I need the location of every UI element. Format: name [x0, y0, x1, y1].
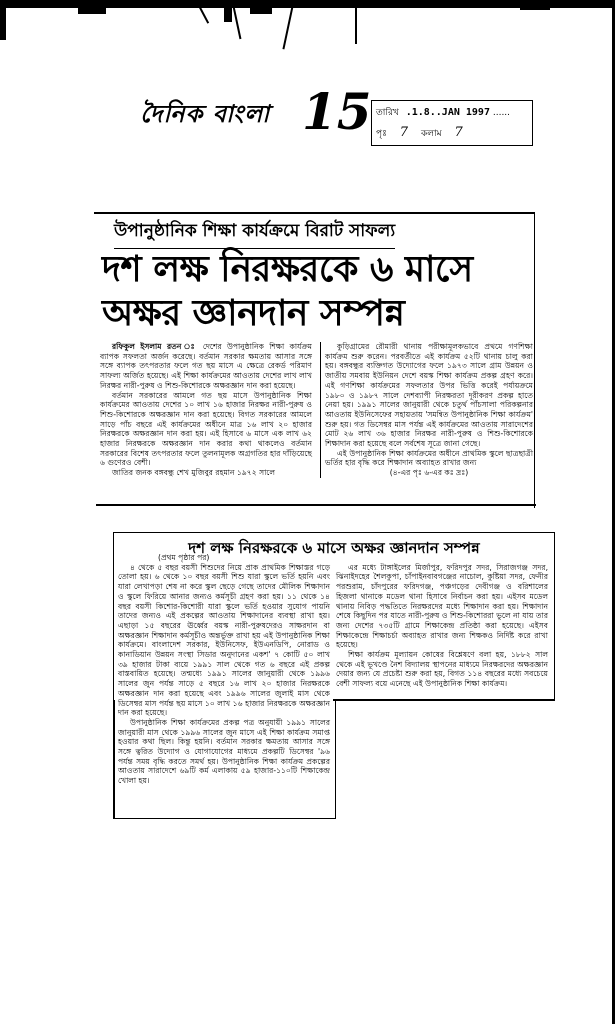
- stamp-page-label: পৃঃ: [376, 129, 387, 139]
- article1-bottom-rule: [96, 504, 536, 506]
- stamp-dots: ......: [492, 108, 511, 118]
- stamp-date-value: .1.8..JAN 1997: [405, 107, 490, 118]
- article-continuation: [113, 532, 555, 786]
- article1-column-1: [100, 342, 312, 478]
- article-kicker: উপানুষ্ঠানিক শিক্ষা কার্যক্রমে বিরাট সাফল্য: [114, 218, 395, 249]
- paragraph-text: দেশের উপানুষ্ঠানিক শিক্ষা কার্যক্রম ব্যাপক সফলতা অর্জন করেছে। বর্তমান সরকার ক্ষমতায় আসার সঙ্গে সঙ্গে ব্যাপক তৎপরতার ফলে গত ছয় মাসে এ ক্ষেত্রে রেকর্ড পরিমাণ সাফল্য অর্জিত হয়েছে। এই শিক্ষা কার্যক্রমের আওতায় দেশের লাখ লাখ নিরক্ষর নারী-পুরুষ ও শিশু-কিশোরকে অক্ষরজ্ঞান দান করা হয়েছে।: [100, 342, 313, 390]
- stamp-date-label: তারিখ: [376, 108, 399, 118]
- paragraph: বর্তমান সরকারের আমলে গত ছয় মাসে উপানুষ্ঠানিক শিক্ষা কার্যক্রমের আওতায় দেশের ১০ লাখ ১৬ হাজার নিরক্ষর নারী-পুরুষ ও শিশু-কিশোরকে অক্ষরজ্ঞান দান করা হয়েছে। বিগত সরকারের আমলে সাড়ে পাঁচ বছরে এই কার্যক্রমের অধীনে মাত্র ১৬ লাখ ২০ হাজার নিরক্ষরকে অক্ষরজ্ঞান দান করা হয়। এই হিসাবে ৬ মাসে এক লাখ ৬২ হাজার নিরক্ষরকে অক্ষরজ্ঞান দান করার কথা থাকলেও বর্তমান সরকারের বিশেষ তৎপরতার ফলে তুলনামূলক অগ্রগতির হার দাঁড়িয়েছে ৬ গুণেরও বেশী।: [100, 390, 312, 468]
- stamp-column-label: কলাম: [420, 129, 442, 139]
- paper-crack: [232, 4, 241, 40]
- handwritten-page-number: 15: [302, 82, 372, 141]
- stamp-column-value: 7: [454, 125, 463, 140]
- article1-column-2: [320, 342, 533, 478]
- paragraph: ৪ থেকে ৫ বছর বয়সী শিশুদের নিয়ে প্রাক প্রাথমিক শিক্ষাস্তর গড়ে তোলা হয়। ৬ থেকে ১০ বছর বয়সী শিশু যারা স্কুলে ভর্তি হয়নি এবং যারা লেখাপড়া শেষ না করে স্কুল ছেড়ে গেছে তাদের মৌলিক শিক্ষাদান ও স্কুলে ফিরিয়ে আনার জন্যও কর্মসূচী গ্রহণ করা হয়। ১১ থেকে ১৪ বছর বয়সী কিশোর-কিশোরী যারা স্কুলে ভর্তি হওয়ার সুযোগ পায়নি তাদের জন্যও এই প্রকল্পের আওতায় শিক্ষাদানের ব্যবস্থা রাখা হয়। এছাড়া ১৫ বছরের ঊর্ধ্বের বয়স্ক নারী-পুরুষদেরও সাক্ষরদান বা অক্ষরজ্ঞান শিক্ষাদান কর্মসূচীও অন্তর্ভুক্ত রাখা হয় এই উপানুষ্ঠানিক শিক্ষা কার্যক্রমে। বাংলাদেশ সরকার, ইউনিসেফ, ইউএনডিপি, নোরাড ও কানাডিয়ান উন্নয়ন সংস্থা সিডার অনুদানের একশ' ৭ কোটি ৫০ লাখ ৩৯ হাজার টাকা ব্যয়ে ১৯৯১ সাল থেকে গত ৬ বছরে এই প্রকল্প বাস্তবায়িত হয়েছে। তন্মধ্যে ১৯৯১ সালের জানুয়ারী থেকে ১৯৯৬ সালের জুন পর্যন্ত সাড়ে ৫ বছরে ১৬ লাখ ২০ হাজার নিরক্ষরকে অক্ষরজ্ঞান দান করা হয়েছে এবং ১৯৯৬ সালের জুলাই মাস থেকে ডিসেম্বর মাস পর্যন্ত ছয় মাসে ১০ লাখ ১৬ হাজার নিরক্ষরকে অক্ষরজ্ঞান দান করা হয়েছে।: [118, 562, 330, 718]
- continued-from-label: (প্রথম পৃষ্ঠার পর): [158, 553, 210, 562]
- scan-edge-tear: [520, 0, 550, 10]
- byline: রফিকুল ইসলাম রতন ঃ: [112, 342, 198, 351]
- newspaper-name: দৈনিক বাংলা: [140, 99, 271, 128]
- scan-edge-tear: [250, 0, 272, 14]
- article2-lower-frame: [113, 700, 336, 819]
- scan-edge-left: [0, 0, 6, 40]
- paragraph: শিক্ষা কার্যক্রম মূল্যায়ন কোষের বিশ্লেষণে বলা হয়, ১৮৮২ সাল থেকে এই ভূখণ্ডে নৈশ বিদ্যালয় স্থাপনের মাধ্যমে নিরক্ষরদের অক্ষরজ্ঞান দেয়ার জন্য যে প্রচেষ্টা শুরু করা হয়, বিগত ১১৪ বছরের মধ্যে সবচেয়ে বেশী সাফল্য বয়ে এনেছে এই উপানুষ্ঠানিক শিক্ষা কার্যক্রম।: [336, 650, 548, 689]
- paragraph: উপানুষ্ঠানিক শিক্ষা কার্যক্রমের প্রকল্প পত্র অনুযায়ী ১৯৯১ সালের জানুয়ারী মাস থেকে ১৯৯৬ সালের জুন মাসে এই শিক্ষা কার্যক্রম সমাপ্ত হওয়ার কথা ছিল। কিন্তু হয়নি। বর্তমান সরকার ক্ষমতায় আসার সঙ্গে সঙ্গে ত্বরিত উদ্যোগ ও যোগাযোগের মাধ্যমে প্রকল্পটি ডিসেম্বর '৯৬ পর্যন্ত সময় বৃদ্ধি করতে সমর্থ হয়। উপানুষ্ঠানিক শিক্ষা কার্যক্রম প্রকল্পের আওতায় সারাদেশে ৬৯টি কর্ম এলাকায় ৫৯ হাজার-১১০টি শিক্ষাকেন্দ্র খোলা হয়।: [118, 717, 330, 786]
- article-headline: [102, 248, 473, 336]
- stamp-date-row: [376, 105, 510, 120]
- stamp-page-value: 7: [399, 125, 409, 140]
- paragraph: কুড়িগ্রামের রৌমারী থানায় পরীক্ষামূলকভাবে প্রথমে গণশিক্ষা কার্যক্রম শুরু করেন। পরবর্তীতে এই কার্যক্রম ৫২টি থানায় চালু করা হয়। বঙ্গবন্ধুর ব্যক্তিগত উদ্যোগের ফলে ১৯৭৩ সালে গ্রাম উন্নয়ন ও জাতীয় সমবায় ইউনিয়ন দেশে বয়স্ক শিক্ষা কার্যক্রম প্রকল্প গ্রহণ করে। এই গণশিক্ষা কার্যক্রমের সফলতার উপর ভিত্তি করেই পর্যায়ক্রমে ১৯৮০ ও ১৯৮৭ সালে দেশব্যাপী নিরক্ষরতা দূরীকরণ প্রকল্প হাতে নেয়া হয়। ১৯৯১ সালের জানুয়ারী থেকে চতুর্থ পাঁচসালা পরিকল্পনার আওতায় ইউনিসেফের সহায়তায় 'সমন্বিত উপানুষ্ঠানিক শিক্ষা কার্যক্রম' শুরু হয়। গত ডিসেম্বর মাস পর্যন্ত এই কার্যক্রমের আওতায় সারাদেশের মোট ২৬ লাখ ৩৬ হাজার নিরক্ষর নারী-পুরুষ ও শিশু-কিশোরকে শিক্ষাদান করা হয়েছে বলে সর্বশেষ সূত্রে জানা গেছে।: [325, 342, 533, 449]
- clipping-stamp: [371, 100, 533, 146]
- continuation-title: দশ লক্ষ নিরক্ষরকে ৬ মাসে অক্ষর জ্ঞানদান সম্পন্ন: [188, 539, 480, 557]
- paper-crack: [198, 5, 209, 23]
- paragraph: [100, 342, 312, 391]
- paragraph: জাতির জনক বঙ্গবন্ধু শেখ মুজিবুর রহমান ১৯৭২ সালে: [112, 468, 276, 478]
- continuation-reference: (৪-এর পৃঃ ৬-এর কঃ দ্রঃ): [389, 468, 469, 478]
- paragraph: এই উপানুষ্ঠানিক শিক্ষা কার্যক্রমের অধীনে প্রাথমিক স্কুলে ছাত্রছাত্রী ভর্তির হার বৃদ্ধি করে শিক্ষাদান অব্যাহত রাখার জন্য: [325, 448, 533, 468]
- article2-column-2: [336, 553, 548, 689]
- paper-crack: [355, 4, 357, 44]
- article2-frame-step: [333, 699, 554, 701]
- headline-line-2: অক্ষর জ্ঞানদান সম্পন্ন: [102, 293, 405, 334]
- scan-edge-tear: [224, 0, 232, 22]
- article-front-page: [94, 212, 535, 508]
- headline-line-1: দশ লক্ষ নিরক্ষরকে ৬ মাসে: [102, 249, 473, 290]
- stamp-page-row: [376, 125, 473, 141]
- scan-edge-tear: [78, 0, 106, 14]
- paragraph: এর মধ্যে টাঙ্গাইলের মির্জাপুর, ফরিদপুর সদর, সিরাজগঞ্জ সদর, ঝিনাইদহের শৈলকুপা, চাঁপাইনবাবগঞ্জের নাচোল, কুষ্টিয়া সদর, ফেনীর পরশুরাম, চাঁদপুরের ফরিদগঞ্জ, পঞ্চগড়ের দেবীগঞ্জ ও বরিশালের হিজলা থানাকে মডেল থানা হিসাবে নির্বাচন করা হয়। এইসব মডেল থানায় নিবিড় পদ্ধতিতে নিরক্ষরদের মধ্যে শিক্ষাদান করা হয়। শিক্ষাদান শেষে কিছুদিন পর যাতে নারী-পুরুষ ও শিশু-কিশোররা ভুলে না যায় তার জন্য দেশের ৭৩৫টি গ্রামে শিক্ষাকেন্দ্র প্রতিষ্ঠা করা হয়েছে। এইসব শিক্ষাকেন্দ্রে শিক্ষাচর্চা অব্যাহত রাখার জন্য শিক্ষকও নির্দিষ্ট করে রাখা হয়েছে।: [336, 562, 548, 650]
- paper-crack: [282, 4, 293, 49]
